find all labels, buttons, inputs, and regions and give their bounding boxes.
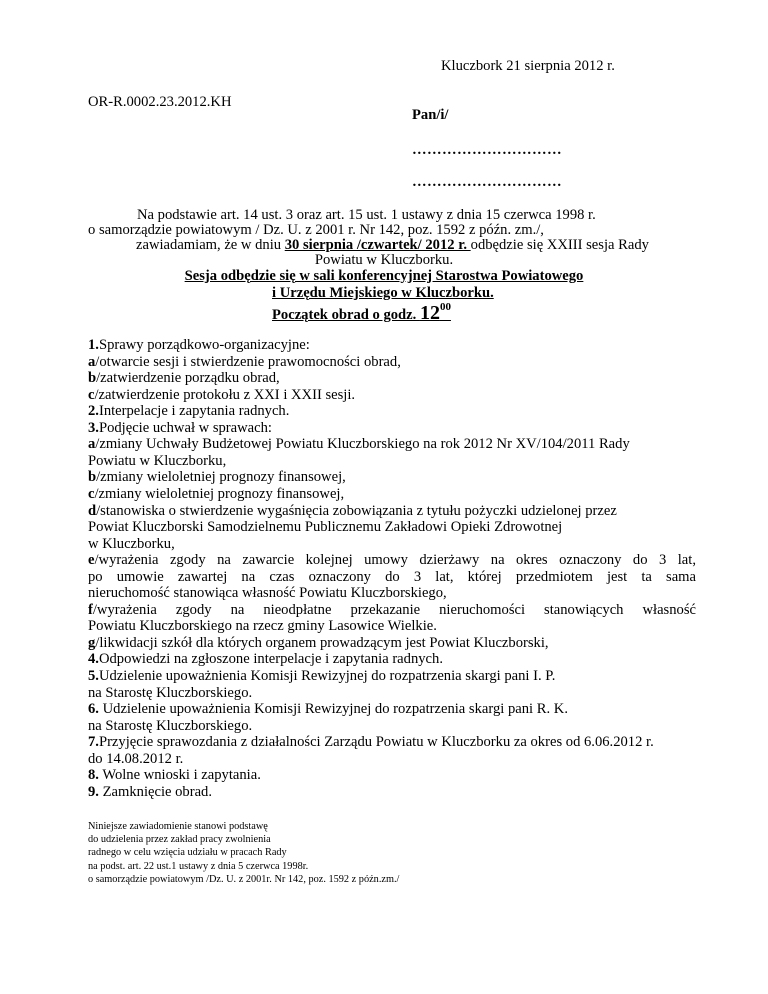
agenda-item <box>88 751 183 768</box>
agenda-item <box>88 685 252 702</box>
agenda-item-number: 2. <box>88 403 99 420</box>
agenda-item-text: /stanowiska o stwierdzenie wygaśnięcia zobowiązania z tytułu pożyczki udzielonej przez <box>96 502 617 519</box>
intro-line-2: o samorządzie powiatowym / Dz. U. z 2001 r. Nr 142, poz. 1592 z późn. zm./, <box>88 222 544 238</box>
start-time-label: Początek obrad o godz. <box>272 307 420 323</box>
agenda-item-text: /zmiany wieloletniej prognozy finansowej, <box>94 485 345 502</box>
start-minutes: 00 <box>439 301 451 313</box>
agenda-item <box>88 784 212 801</box>
agenda-item-text: Odpowiedzi na zgłoszone interpelacje i zapytania radnych. <box>98 651 443 668</box>
agenda-item-number: 9. <box>88 783 99 800</box>
agenda-item-text: Interpelacje i zapytania radnych. <box>98 403 290 420</box>
agenda-item-text: Powiatu w Kluczborku, <box>88 452 227 469</box>
agenda-item <box>88 618 437 635</box>
agenda-item-text: do 14.08.2012 r. <box>88 750 184 767</box>
agenda-item-text: Udzielenie upoważnienia Komisji Rewizyjnej do rozpatrzenia skargi pani R. K. <box>98 701 568 718</box>
agenda-item-text: Powiat Kluczborski Samodzielnemu Publicznemu Zakładowi Opieki Zdrowotnej <box>88 519 563 536</box>
intro-line-3-post: odbędzie się XXIII sesja Rady <box>470 237 649 253</box>
agenda-item-text: po umowie zawartej na czas oznaczony do 3 lat, której przedmiotem jest ta sama <box>88 568 696 585</box>
agenda-item <box>88 354 401 371</box>
agenda-item <box>88 453 226 470</box>
agenda-item-number: 3. <box>88 419 99 436</box>
agenda-item-number: c <box>88 386 95 403</box>
agenda-item-text: Przyjęcie sprawozdania z działalności Zarządu Powiatu w Kluczborku za okres od 6.06.2012 r. <box>98 734 654 751</box>
agenda-item <box>88 519 562 536</box>
agenda-item-number: d <box>88 502 97 519</box>
intro-line-4: Powiatu w Kluczborku. <box>314 252 454 268</box>
agenda-item-text: /wyrażenia zgody na nieodpłatne przekazanie nieruchomości stanowiących własność <box>92 601 696 618</box>
agenda-item <box>88 635 549 652</box>
agenda-item-number: 7. <box>88 734 99 751</box>
agenda-item <box>88 552 696 569</box>
agenda-item-number: 6. <box>88 701 99 718</box>
agenda-item <box>88 536 175 553</box>
agenda-item-text: w Kluczborku, <box>88 535 175 552</box>
agenda-item-number: 1. <box>88 337 99 353</box>
session-date: 30 sierpnia /czwartek/ 2012 r. <box>284 237 471 253</box>
agenda-item <box>88 436 630 453</box>
agenda-item-number: a <box>88 353 96 370</box>
footnote-line: do udzielenia przez zakład pracy zwolnienia <box>88 834 271 846</box>
agenda-item-text: Sprawy porządkowo-organizacyjne: <box>98 337 310 353</box>
agenda-item-number: f <box>88 601 93 618</box>
reference-number: OR-R.0002.23.2012.KH <box>88 94 232 110</box>
agenda-item <box>88 767 261 784</box>
agenda-item-text: na Starostę Kluczborskiego. <box>88 717 253 734</box>
agenda-item <box>88 668 555 685</box>
footnote-line: radnego w celu wzięcia udziału w pracach Rady <box>88 847 287 859</box>
agenda-item-text: /zmiany wieloletniej prognozy finansowej, <box>96 469 346 486</box>
agenda-item-number: a <box>88 436 96 453</box>
agenda-item-number: g <box>88 634 96 651</box>
agenda-item <box>88 420 272 437</box>
agenda-item <box>88 370 280 387</box>
footnote-line: o samorządzie powiatowym /Dz. U. z 2001r. Nr 142, poz. 1592 z późn.zm./ <box>88 873 400 885</box>
agenda-item-text: Udzielenie upoważnienia Komisji Rewizyjnej do rozpatrzenia skargi pani I. P. <box>98 668 556 684</box>
agenda-item-number: b <box>88 370 97 387</box>
agenda-item-number: 8. <box>88 767 99 784</box>
intro-line-1: Na podstawie art. 14 ust. 3 oraz art. 15 ust. 1 ustawy z dnia 15 czerwca 1998 r. <box>137 207 596 223</box>
start-hour: 12 <box>419 302 440 324</box>
agenda-item-text: /otwarcie sesji i stwierdzenie prawomocności obrad, <box>95 353 401 370</box>
intro-line-3-pre: zawiadamiam, że w dniu <box>136 237 285 253</box>
agenda-item-text: /wyrażenia zgody na zawarcie kolejnej umowy dzierżawy na okres oznaczony do 3 lat, <box>94 552 696 569</box>
addressee-line-2: ………………………… <box>412 174 562 190</box>
agenda-item-text: nieruchomość stanowiąca własność Powiatu Kluczborskiego, <box>88 585 447 602</box>
agenda-item-text: Powiatu Kluczborskiego na rzecz gminy Lasowice Wielkie. <box>88 618 437 635</box>
venue-line-1: Sesja odbędzie się w sali konferencyjnej Starostwa Powiatowego <box>184 268 584 284</box>
agenda-item-text: na Starostę Kluczborskiego. <box>88 684 253 701</box>
agenda-item-text: Zamknięcie obrad. <box>98 783 213 800</box>
agenda-item-text: /zatwierdzenie protokołu z XXI i XXII sesji. <box>94 386 356 403</box>
agenda-item-number: 5. <box>88 668 99 684</box>
agenda-item <box>88 602 696 619</box>
agenda-item <box>88 469 346 486</box>
place-date: Kluczbork 21 sierpnia 2012 r. <box>441 58 615 74</box>
agenda-item <box>88 387 355 404</box>
agenda-item-number: b <box>88 469 97 486</box>
addressee-line-1: ………………………… <box>412 142 562 158</box>
agenda-item <box>88 486 344 503</box>
addressee-label: Pan/i/ <box>412 107 449 123</box>
agenda-item-text: /zmiany Uchwały Budżetowej Powiatu Kluczborskiego na rok 2012 Nr XV/104/2011 Rady <box>95 436 630 453</box>
agenda-item <box>88 403 289 420</box>
agenda-item <box>88 337 310 354</box>
agenda-item <box>88 651 443 668</box>
agenda-item <box>88 701 568 718</box>
agenda-item <box>88 569 696 586</box>
start-time <box>272 302 451 325</box>
agenda-item-number: c <box>88 485 95 502</box>
agenda-item <box>88 718 252 735</box>
agenda-item-number: e <box>88 552 95 569</box>
agenda-item-text: Podjęcie uchwał w sprawach: <box>98 419 272 436</box>
agenda-item <box>88 503 617 520</box>
agenda-item <box>88 734 654 751</box>
footnote-line: Niniejsze zawiadomienie stanowi podstawę <box>88 821 268 832</box>
agenda-item-text: Wolne wnioski i zapytania. <box>98 767 261 784</box>
footnote-line: na podst. art. 22 ust.1 ustawy z dnia 5 czerwca 1998r. <box>88 860 309 872</box>
agenda-item-text: /zatwierdzenie porządku obrad, <box>96 370 280 387</box>
venue-line-2: i Urzędu Miejskiego w Kluczborku. <box>272 285 494 301</box>
agenda-item <box>88 585 447 602</box>
agenda-item-text: /likwidacji szkół dla których organem prowadzącym jest Powiat Kluczborski, <box>95 634 549 651</box>
agenda-item-number: 4. <box>88 651 99 668</box>
